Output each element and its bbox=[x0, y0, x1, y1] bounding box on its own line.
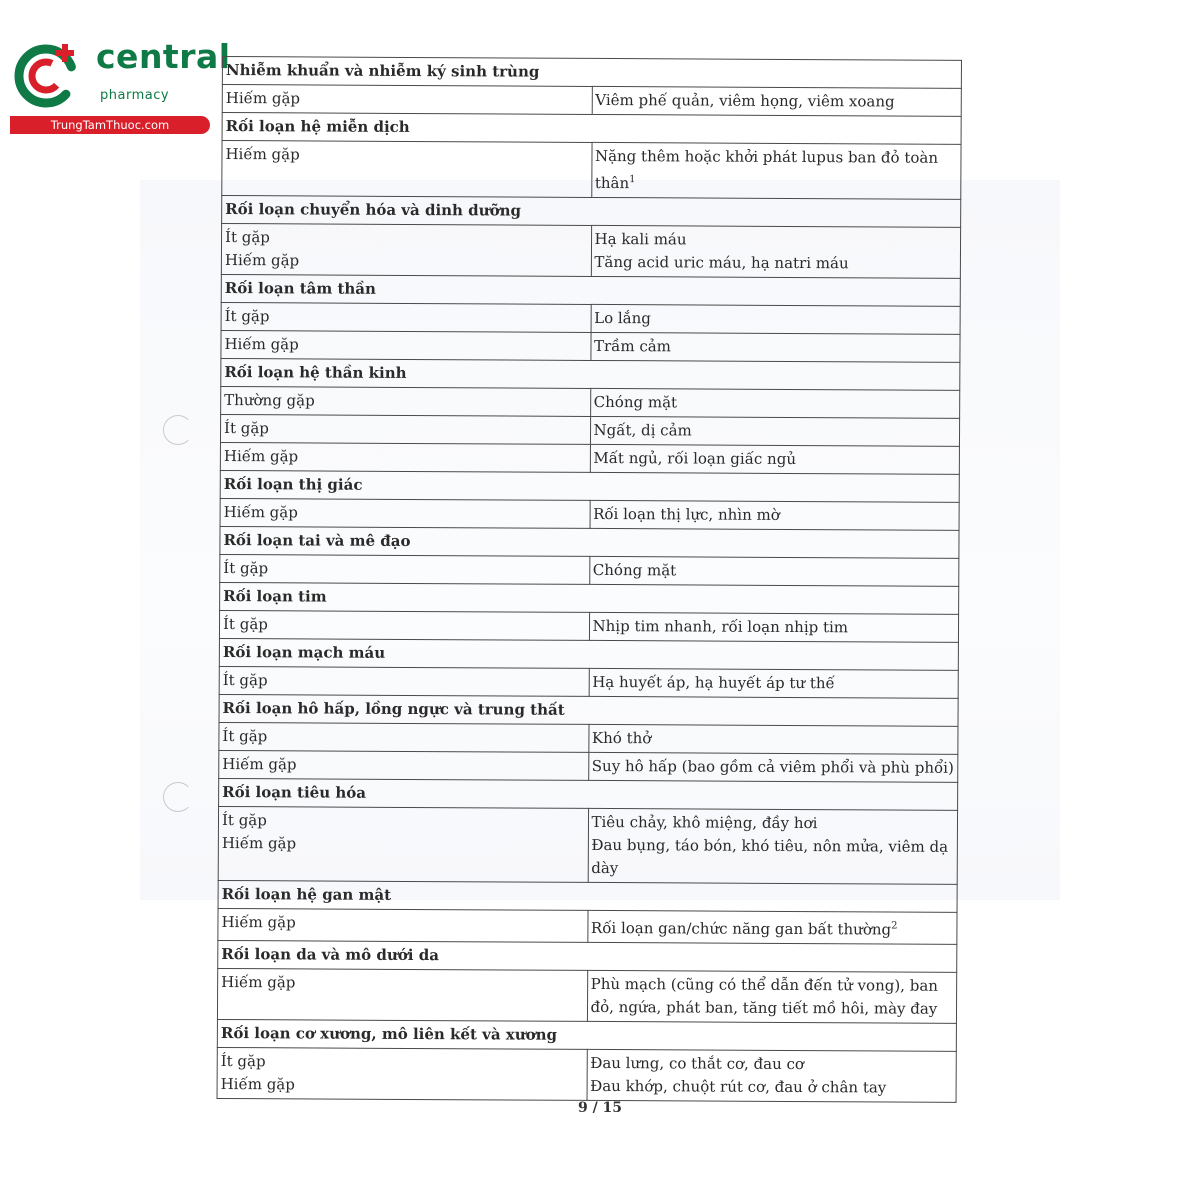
frequency-label: Hiếm gặp bbox=[225, 89, 301, 108]
group-title: Rối loạn tai và mê đạo bbox=[220, 526, 959, 558]
effect-text bbox=[591, 811, 954, 836]
table-row bbox=[219, 610, 958, 642]
table-row bbox=[222, 85, 961, 117]
frequency-cell bbox=[222, 141, 592, 198]
group-header-row bbox=[222, 196, 961, 228]
effect-label: Hạ huyết áp, hạ huyết áp tư thế bbox=[592, 672, 835, 693]
table-row bbox=[219, 750, 958, 782]
frequency-cell bbox=[220, 554, 590, 584]
effect-label: Chóng mặt bbox=[593, 392, 678, 412]
group-header-row bbox=[219, 638, 958, 670]
brand-subtitle: pharmacy bbox=[100, 88, 170, 103]
effect-cell bbox=[587, 970, 957, 1023]
frequency-label: Ít gặp bbox=[225, 228, 270, 247]
effect-label: Chóng mặt bbox=[592, 560, 677, 580]
effect-cell bbox=[587, 1049, 957, 1102]
effect-label: Khó thở bbox=[591, 728, 652, 748]
effect-cell bbox=[587, 910, 957, 944]
frequency-cell bbox=[219, 666, 589, 696]
adverse-effects-table bbox=[217, 56, 962, 1103]
punch-hole-mark bbox=[163, 415, 193, 445]
effect-text bbox=[594, 335, 957, 360]
effect-text bbox=[590, 1075, 953, 1100]
frequency-label: Ít gặp bbox=[220, 1052, 266, 1071]
table-row bbox=[217, 1047, 956, 1102]
effect-label: Tiêu chảy, khô miệng, đầy hơi bbox=[591, 812, 818, 833]
effect-cell bbox=[589, 556, 959, 586]
frequency-cell bbox=[220, 414, 590, 444]
frequency-label: Hiếm gặp bbox=[223, 503, 298, 522]
frequency-cell bbox=[217, 1047, 587, 1100]
footnote-marker: 2 bbox=[891, 920, 898, 932]
effect-cell bbox=[591, 225, 961, 278]
frequency-label: Hiếm gặp bbox=[225, 145, 300, 164]
effect-text bbox=[595, 89, 958, 114]
frequency-label: Hiếm gặp bbox=[224, 251, 300, 270]
frequency-label: Ít gặp bbox=[222, 615, 268, 634]
table-row bbox=[222, 141, 961, 200]
effect-label: Trầm cảm bbox=[593, 336, 671, 356]
effect-label: Suy hô hấp (bao gồm cả viêm phổi và phù phổi) bbox=[591, 756, 954, 777]
effect-cell bbox=[591, 304, 961, 334]
group-title: Rối loạn thị giác bbox=[220, 470, 959, 502]
effect-text bbox=[591, 834, 954, 882]
table-row bbox=[221, 386, 960, 418]
frequency-label: Ít gặp bbox=[224, 307, 270, 326]
frequency-cell bbox=[221, 224, 591, 277]
effect-text bbox=[590, 973, 953, 1021]
effect-text bbox=[594, 251, 957, 276]
group-title: Rối loạn hệ thần kinh bbox=[221, 358, 960, 390]
group-header-row bbox=[218, 940, 957, 972]
frequency-cell bbox=[219, 750, 589, 780]
effect-text bbox=[592, 727, 955, 752]
effect-cell bbox=[590, 416, 960, 446]
frequency-label: Hiếm gặp bbox=[223, 447, 299, 466]
effect-cell bbox=[588, 752, 958, 782]
frequency-label: Thường gặp bbox=[224, 391, 315, 410]
effect-label: Đau khớp, chuột rút cơ, đau ở chân tay bbox=[590, 1076, 887, 1097]
effect-text bbox=[592, 671, 955, 696]
frequency-cell bbox=[221, 330, 591, 360]
table-row bbox=[218, 908, 957, 944]
effect-label: Tăng acid uric máu, hạ natri máu bbox=[594, 252, 849, 273]
group-header-row bbox=[219, 694, 958, 726]
effect-text bbox=[592, 755, 955, 780]
group-header-row bbox=[217, 1019, 956, 1051]
group-title: Rối loạn hệ miễn dịch bbox=[222, 113, 961, 145]
frequency-label: Ít gặp bbox=[224, 419, 269, 438]
group-header-row bbox=[220, 526, 959, 558]
frequency-label: Hiếm gặp bbox=[222, 755, 297, 774]
effect-text bbox=[593, 503, 956, 528]
effect-text bbox=[594, 228, 957, 253]
pharmacy-cross-icon bbox=[12, 38, 84, 110]
table-row bbox=[220, 414, 959, 446]
table-row bbox=[217, 968, 956, 1023]
group-title: Rối loạn hệ gan mật bbox=[218, 880, 957, 912]
effect-label: Lo lắng bbox=[594, 308, 651, 328]
footnote-marker: 1 bbox=[629, 174, 636, 186]
frequency-label: Ít gặp bbox=[221, 811, 267, 830]
page-number: 9 / 15 bbox=[577, 1100, 623, 1116]
effect-cell bbox=[592, 86, 962, 116]
effect-label: Đau bụng, táo bón, khó tiêu, nôn mửa, viêm dạ dày bbox=[591, 835, 949, 878]
table-row bbox=[220, 498, 959, 530]
effect-text bbox=[594, 307, 957, 332]
group-header-row bbox=[220, 470, 959, 502]
effect-label: Mất ngủ, rối loạn giấc ngủ bbox=[593, 448, 797, 469]
frequency-cell bbox=[217, 968, 587, 1021]
frequency-cell bbox=[220, 498, 590, 528]
effect-label: Rối loạn thị lực, nhìn mờ bbox=[593, 504, 780, 524]
effect-cell bbox=[590, 500, 960, 530]
effect-text bbox=[591, 913, 954, 942]
effect-cell bbox=[589, 612, 959, 642]
frequency-cell bbox=[219, 722, 589, 752]
table-row bbox=[221, 302, 960, 334]
table-row bbox=[220, 442, 959, 474]
frequency-label: Ít gặp bbox=[222, 727, 268, 746]
punch-hole-mark bbox=[163, 782, 193, 812]
frequency-cell bbox=[221, 302, 591, 332]
effect-text bbox=[594, 391, 957, 416]
group-header-row bbox=[221, 274, 960, 306]
effect-label: Viêm phế quản, viêm họng, viêm xoang bbox=[595, 90, 895, 111]
group-header-row bbox=[220, 582, 959, 614]
table-row bbox=[219, 722, 958, 754]
effect-cell bbox=[588, 808, 958, 884]
effect-cell bbox=[591, 142, 961, 199]
effect-text bbox=[590, 1052, 953, 1077]
group-header-row bbox=[222, 113, 961, 145]
effect-text bbox=[593, 559, 956, 584]
frequency-cell bbox=[222, 85, 592, 115]
table-row bbox=[218, 806, 957, 884]
effect-cell bbox=[589, 668, 959, 698]
effect-text bbox=[593, 419, 956, 444]
brand-logo bbox=[10, 36, 231, 136]
frequency-cell bbox=[218, 908, 588, 942]
group-title: Rối loạn tiêu hóa bbox=[219, 778, 958, 810]
table-row bbox=[220, 554, 959, 586]
effect-label: Rối loạn gan/chức năng gan bất thường bbox=[590, 918, 892, 939]
frequency-cell bbox=[220, 442, 590, 472]
frequency-label: Hiếm gặp bbox=[224, 335, 299, 354]
effect-text bbox=[593, 447, 956, 472]
table-row bbox=[221, 330, 960, 362]
table-row bbox=[219, 666, 958, 698]
frequency-label: Hiếm gặp bbox=[221, 913, 296, 932]
group-title: Rối loạn mạch máu bbox=[219, 638, 958, 670]
group-header-row bbox=[221, 358, 960, 390]
group-title: Rối loạn hô hấp, lồng ngực và trung thất bbox=[219, 694, 958, 726]
effect-cell bbox=[588, 724, 958, 754]
frequency-label: Ít gặp bbox=[223, 559, 269, 578]
effect-label: Đau lưng, co thắt cơ, đau cơ bbox=[590, 1053, 805, 1074]
effect-label: Hạ kali máu bbox=[594, 229, 687, 249]
effect-text bbox=[595, 145, 958, 197]
group-header-row bbox=[222, 57, 961, 89]
group-header-row bbox=[219, 778, 958, 810]
frequency-label: Hiếm gặp bbox=[221, 834, 297, 853]
group-title: Rối loạn tim bbox=[220, 582, 959, 614]
effect-label: Phù mạch (cũng có thể dẫn đến tử vong), ban đỏ, ngứa, phát ban, tăng tiết mồ hôi, mày đay bbox=[590, 974, 939, 1018]
table-row bbox=[221, 224, 960, 279]
group-header-row bbox=[218, 880, 957, 912]
effect-label: Ngất, dị cảm bbox=[593, 420, 692, 440]
effect-cell bbox=[590, 388, 960, 418]
group-title: Rối loạn da và mô dưới da bbox=[218, 940, 957, 972]
group-title: Rối loạn cơ xương, mô liên kết và xương bbox=[217, 1019, 956, 1051]
effect-text bbox=[592, 615, 955, 640]
frequency-cell bbox=[221, 386, 591, 416]
frequency-label: Ít gặp bbox=[222, 671, 268, 690]
frequency-cell bbox=[218, 806, 588, 882]
effect-label: Nặng thêm hoặc khởi phát lupus ban đỏ toàn thân bbox=[594, 146, 939, 193]
effect-label: Nhịp tim nhanh, rối loạn nhịp tim bbox=[592, 616, 849, 637]
group-title: Rối loạn tâm thần bbox=[221, 274, 960, 306]
effect-cell bbox=[590, 444, 960, 474]
group-title: Nhiễm khuẩn và nhiễm ký sinh trùng bbox=[222, 57, 961, 89]
table-body bbox=[217, 57, 961, 1103]
brand-name: central bbox=[96, 37, 231, 76]
frequency-label: Hiếm gặp bbox=[220, 1075, 295, 1094]
frequency-cell bbox=[219, 610, 589, 640]
group-title: Rối loạn chuyển hóa và dinh dưỡng bbox=[222, 196, 961, 228]
effect-cell bbox=[590, 332, 960, 362]
frequency-label: Hiếm gặp bbox=[221, 973, 296, 992]
brand-banner: TrungTamThuoc.com bbox=[10, 116, 210, 134]
